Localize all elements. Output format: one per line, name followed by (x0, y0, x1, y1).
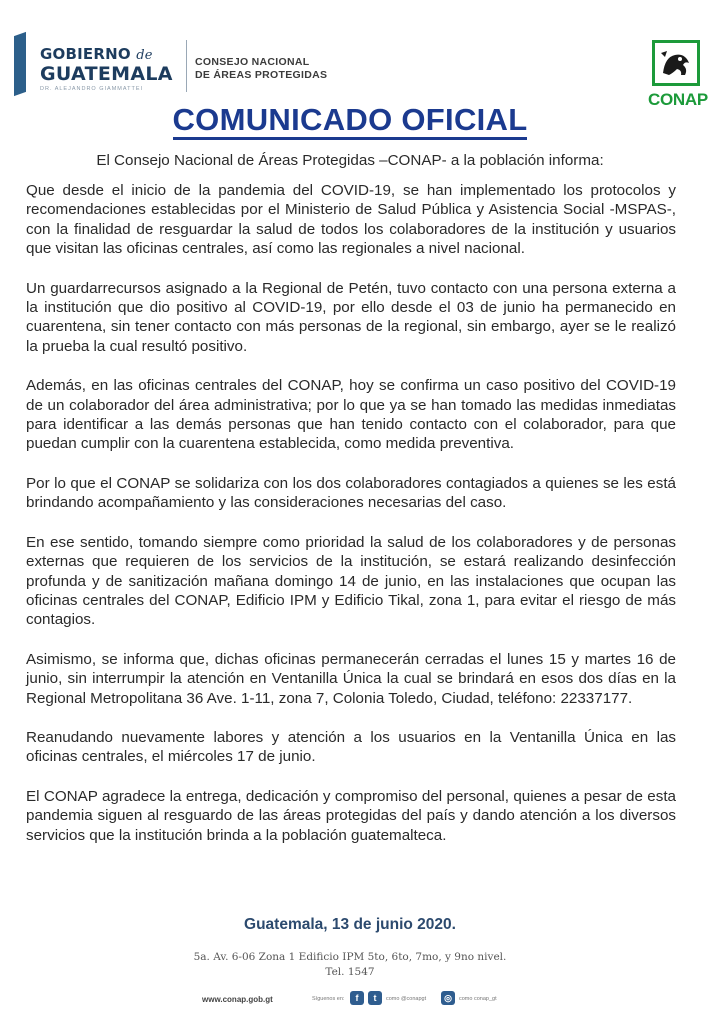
phone-line: Tel. 1547 (325, 966, 375, 978)
paragraph: Asimismo, se informa que, dichas oficinas permanecerán cerradas el lunes 15 y martes 16 de junio, sin interrumpir la atención en Ventanilla Única la cual se brindará en esos dos días en la Regional Metropolitana 36 Ave. 1-11, zona 7, Colonia Toledo, Ciudad, teléfono: 22337177. (26, 650, 676, 707)
jaguar-icon (655, 43, 697, 83)
document-title: COMUNICADO OFICIAL (0, 102, 700, 138)
institution-name: CONSEJO NACIONAL DE ÁREAS PROTEGIDAS (195, 56, 328, 81)
facebook-icon[interactable]: f (350, 991, 364, 1005)
letterhead (0, 0, 708, 109)
paragraph: Además, en las oficinas centrales del CONAP, hoy se confirma un caso positivo del COVID-19 de un colaborador del área administrativa; por lo que ya se han tomado las medidas inmediatas para identificar a las demás personas que han tenido contacto con el colaborador, para que puedan cumplir con la cuarentena establecida, como medida preventiva. (26, 377, 676, 453)
footer (0, 990, 700, 1010)
government-logo (40, 46, 180, 93)
conap-logo (648, 40, 708, 110)
address-block (0, 950, 700, 980)
government-emblem-bar (14, 32, 26, 96)
paragraph: Que desde el inicio de la pandemia del COVID-19, se han implementado los protocolos y recomendaciones establecidas por el Ministerio de Salud Pública y Asistencia Social -MSPAS-, con la finalidad de resguardar la salud de todos los colaboradores de la institución y usuarios que visitan las oficinas centrales, así como las regionales a nivel nacional. (26, 182, 676, 258)
header-divider (186, 40, 187, 92)
paragraph: Un guardarrecursos asignado a la Regional de Petén, tuvo contacto con una persona externa a la institución que dio positivo al COVID-19, por ello desde el 03 de junio ha permanecido en cuarentena, sin tener contacto con más personas de la regional, sin embargo, ayer se le realizó la prueba la cual resultó positivo. (26, 279, 676, 355)
instagram-icon[interactable]: ◎ (441, 991, 455, 1005)
government-logo-line1: GOBIERNO de (40, 45, 153, 63)
communique-body (26, 181, 676, 865)
twitter-handle: como @conapgt (386, 996, 427, 1002)
twitter-icon[interactable]: t (368, 991, 382, 1005)
paragraph: Por lo que el CONAP se solidariza con los dos colaboradores contagiados a quienes se les está brindando acompañamiento y las consideraciones necesarias del caso. (26, 474, 676, 512)
website-link[interactable]: www.conap.gob.gt (202, 995, 273, 1004)
address-line: 5a. Av. 6-06 Zona 1 Edificio IPM 5to, 6to, 7mo, y 9no nivel. (193, 951, 507, 963)
intro-line: El Consejo Nacional de Áreas Protegidas –CONAP- a la población informa: (96, 152, 604, 169)
paragraph: El CONAP agradece la entrega, dedicación y compromiso del personal, quienes a pesar de esta pandemia siguen al resguardo de las áreas protegidas del país y dando atención a los diversos servicios que la institución brinda a la población guatemalteca. (26, 787, 676, 844)
conap-logo-text: CONAP (648, 90, 708, 109)
instagram-handle: como conap_gt (459, 996, 497, 1002)
government-logo-line2: GUATEMALA (40, 63, 173, 85)
document-date: Guatemala, 13 de junio 2020. (244, 916, 456, 933)
paragraph: En ese sentido, tomando siempre como prioridad la salud de los colaboradores y de personas externas que requieren de los servicios de la institución, se estará realizando desinfección profunda y de sanitización mañana domingo 14 de junio, en las instalaciones que ocupan las oficinas centrales del CONAP, Edificio IPM y Edificio Tikal, zona 1, para evitar el riesgo de más contagios. (26, 533, 676, 629)
follow-label: Síguenos en: (312, 996, 345, 1002)
paragraph: Reanudando nuevamente labores y atención a los usuarios en la Ventanilla Única en las oficinas centrales, el miércoles 17 de junio. (26, 728, 676, 766)
conap-emblem-icon (652, 40, 700, 86)
government-logo-subtitle: DR. ALEJANDRO GIAMMATTEI (40, 86, 144, 92)
